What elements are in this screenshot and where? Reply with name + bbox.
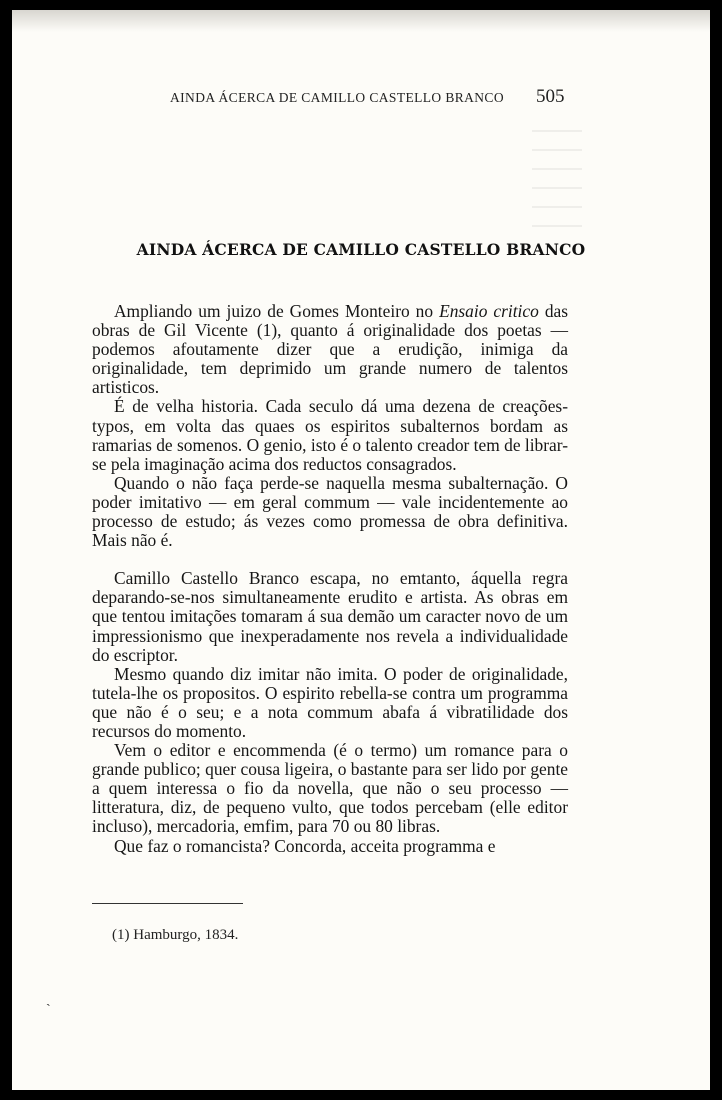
paragraph-1-start: Ampliando um juizo de Gomes Monteiro no xyxy=(114,301,440,321)
paragraph-1-rest: das obras de Gil Vicente (1), quanto á originalidade dos poetas — podemos afoutamente dizer que a erudição, inimiga da originalidade, tem deprimido um grande numero de talentos artisticos. xyxy=(92,301,569,398)
paragraph-5: Mesmo quando diz imitar não imita. O poder de originalidade, tutela-lhe os propositos. O espirito rebella-se contra um programma que não é o seu; e a nota commum abafa á vibratilidade dos recursos do momento. xyxy=(92,663,568,741)
page-number: 505 xyxy=(536,86,565,107)
paragraph-7: Que faz o romancista? Concorda, acceita programma e xyxy=(114,835,496,856)
running-title: AINDA ÁCERCA DE CAMILLO CASTELLO BRANCO xyxy=(170,90,504,105)
article-body xyxy=(92,302,568,856)
paragraph-6: Vem o editor e encommenda (é o termo) um romance para o grande publico; quer cousa ligeira, o bastante para ser lido por gente a quem interessa o fio da novella, que não o seu processo — litteratura, diz, de pequeno vulto, que todos percebam (elle editor incluso), mercadoria, emfim, para 70 ou 80 libras. xyxy=(92,740,568,837)
paragraph-3: Quando o não faça perde-se naquella mesma subalternação. O poder imitativo — em geral commum — vale incidentemente ao processo de estudo; ás vezes como promessa de obra definitiva. Mais não é. xyxy=(92,472,568,551)
footnote: (1) Hamburgo, 1834. xyxy=(112,927,239,943)
footnote-divider xyxy=(92,903,243,904)
article-title: AINDA ÁCERCA DE CAMILLO CASTELLO BRANCO xyxy=(136,240,586,259)
page-edge-shadow xyxy=(12,10,710,32)
book-page xyxy=(12,10,710,1090)
show-through-text xyxy=(532,130,582,240)
paragraph-4: Camillo Castello Branco escapa, no emtanto, áquella regra deparando-se-nos simultaneamente erudito e artista. As obras em que tentou imitações tomaram á sua demão um caracter novo de um impressionismo que inexperadamente nos revela a individualidade do escriptor. xyxy=(92,568,568,665)
paragraph-1 xyxy=(92,302,568,397)
paragraph-2: É de velha historia. Cada seculo dá uma dezena de creações-typos, em volta das quaes os espiritos subalternos bordam as ramarias de somenos. O genio, isto é o talento creador tem de librar-se pela imaginação acima dos reductos consagrados. xyxy=(92,396,568,474)
ink-speck: ˏ xyxy=(46,992,51,1007)
book-title-italic: Ensaio critico xyxy=(439,301,539,321)
running-header xyxy=(12,86,710,110)
